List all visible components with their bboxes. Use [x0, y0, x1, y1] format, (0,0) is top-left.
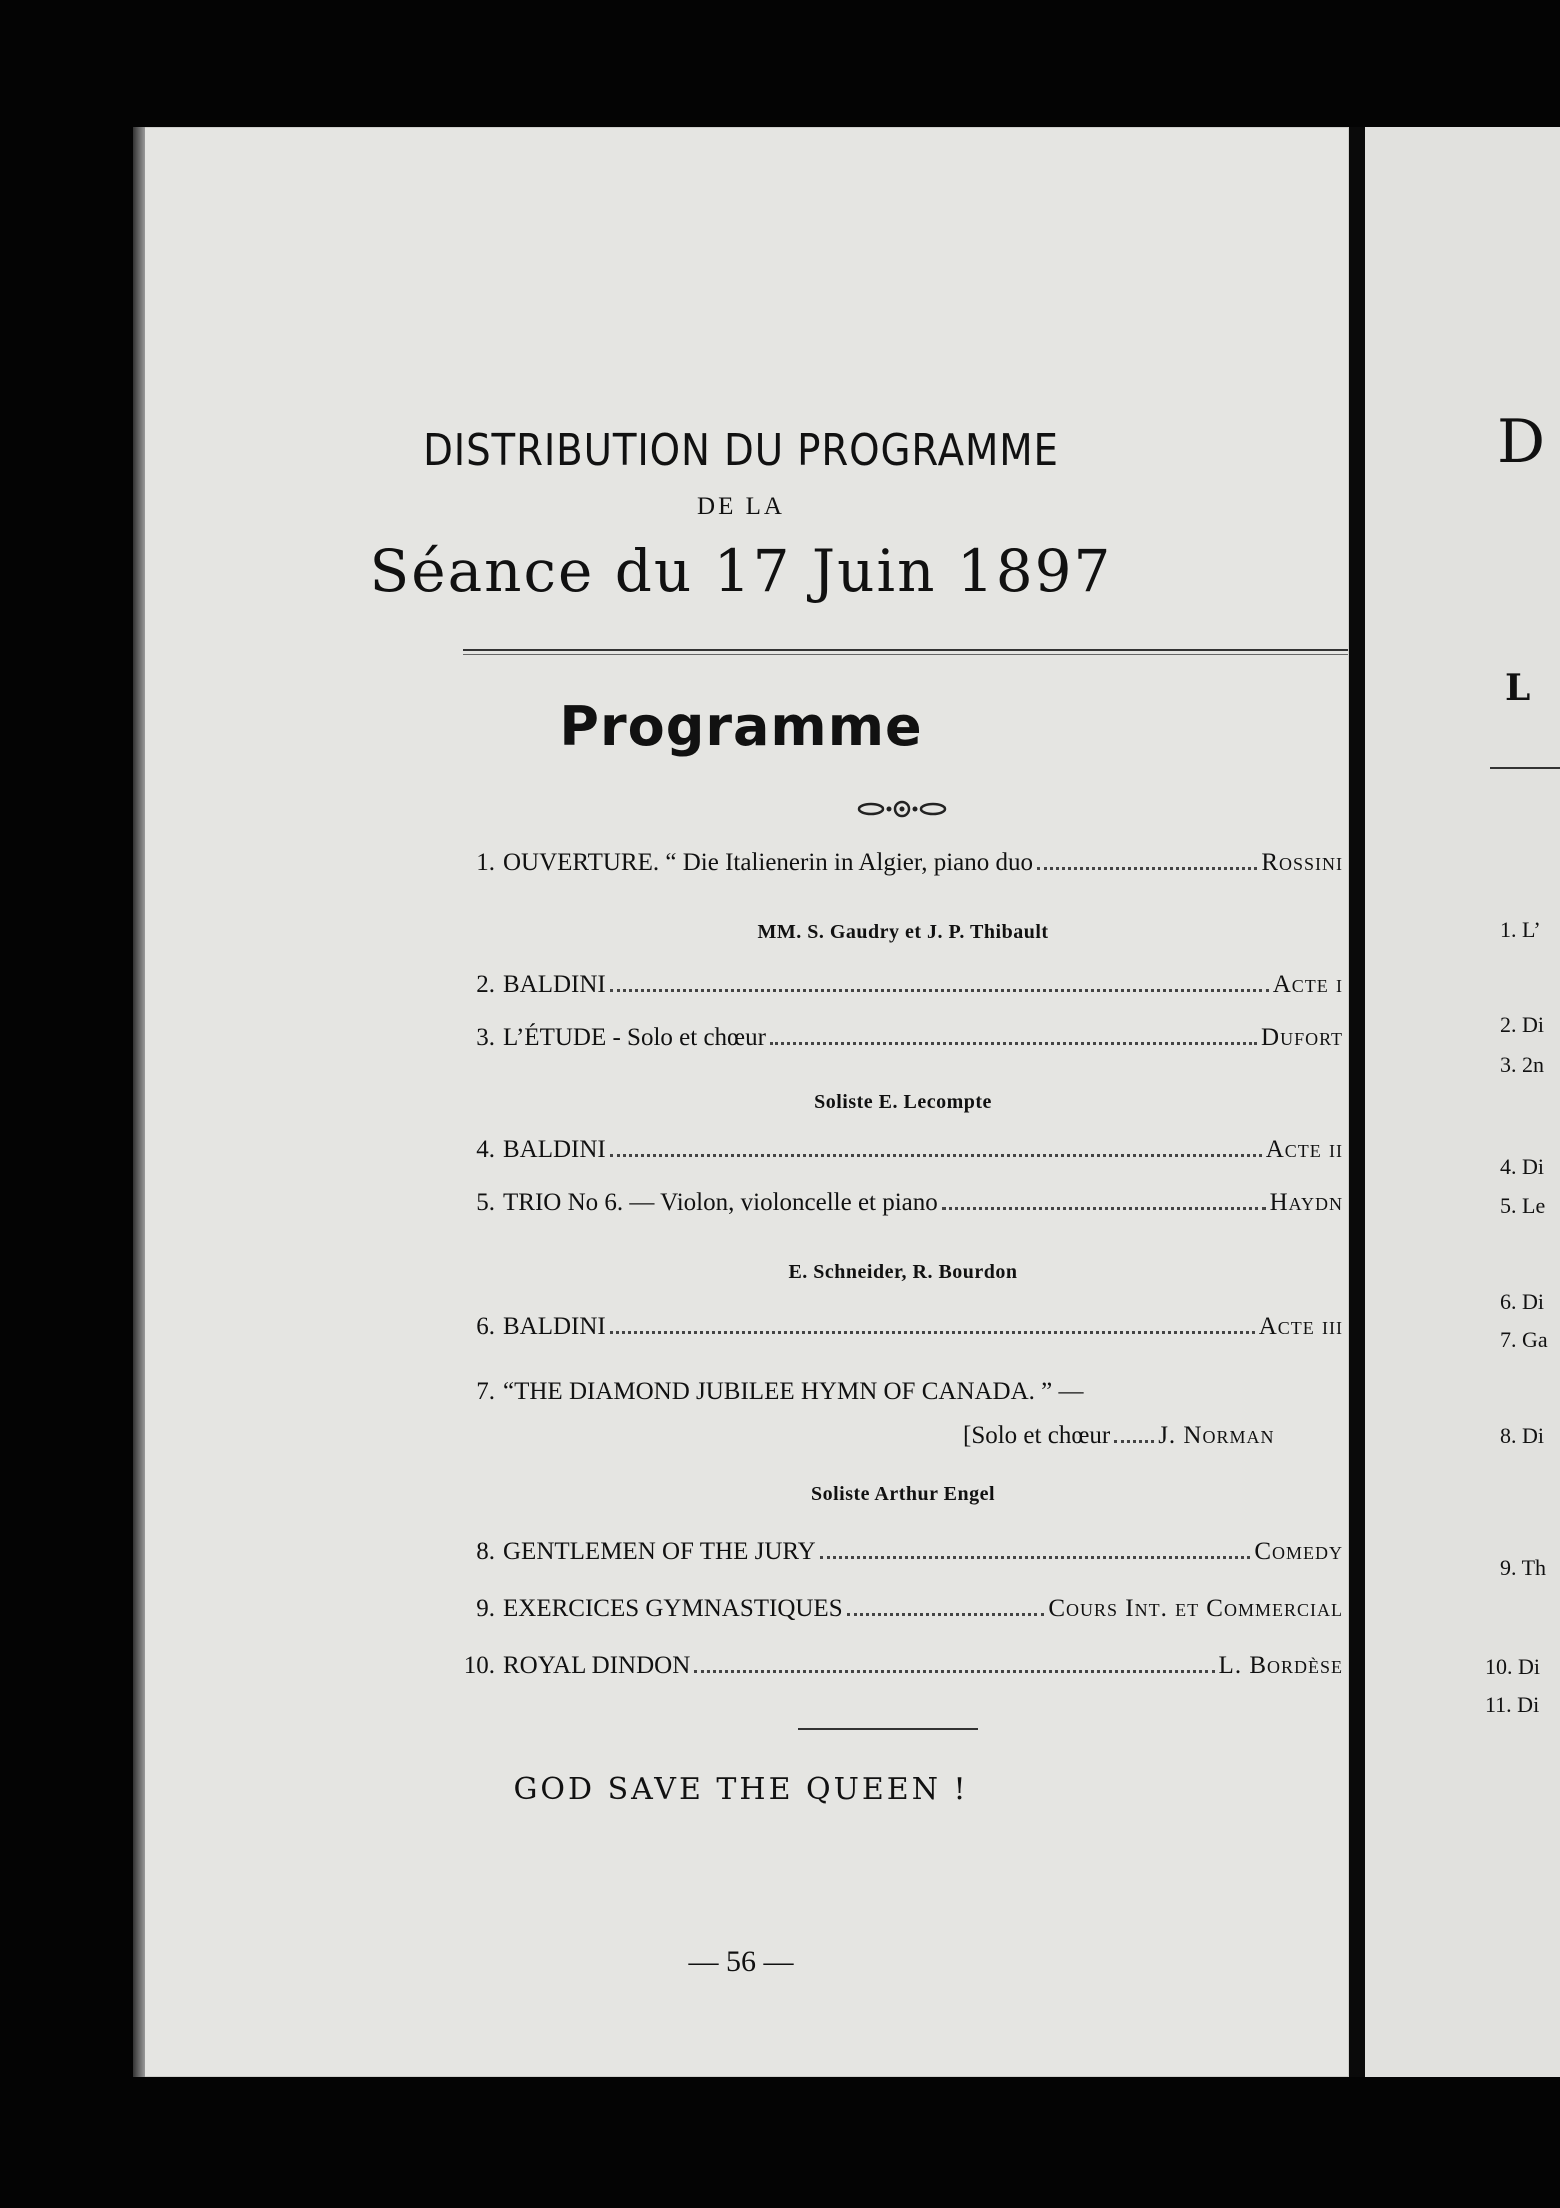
programme-item: [463, 1646, 1343, 1680]
item-title: ROYAL DINDON: [503, 1652, 691, 1679]
de-la-heading: DE LA: [697, 493, 785, 520]
item-number: 8.: [476, 1538, 495, 1565]
top-rule: [463, 649, 1348, 651]
leader-dots: [942, 1207, 1266, 1210]
item-composer: L. Bordèse: [1218, 1652, 1343, 1679]
programme-title: Programme: [559, 695, 923, 758]
item-composer: Rossini: [1261, 849, 1343, 876]
item-composer: Acte i: [1272, 971, 1343, 998]
seance-title: Séance du 17 Juin 1897: [369, 537, 1113, 605]
programme-item: [463, 1018, 1343, 1052]
item-title: EXERCICES GYMNASTIQUES: [503, 1595, 843, 1622]
programme-item: [463, 1532, 1343, 1566]
item-title: L’ÉTUDE - Solo et chœur: [503, 1024, 766, 1051]
programme-item: [463, 965, 1343, 999]
next-page-line: 5. Le: [1500, 1193, 1546, 1218]
programme-item: [463, 1183, 1343, 1217]
ornament-icon: [857, 798, 947, 820]
next-page-big-letter: D: [1497, 407, 1546, 477]
next-page-line: 1. L’: [1500, 917, 1541, 942]
next-page-line: 2. Di: [1500, 1012, 1544, 1037]
item-composer: Acte ii: [1265, 1136, 1343, 1163]
item-number: 4.: [476, 1136, 495, 1163]
item-number: 5.: [476, 1189, 495, 1216]
next-page-line: 3. 2n: [1500, 1052, 1544, 1077]
top-rule-thin: [463, 654, 1348, 655]
performer-line: Soliste Arthur Engel: [810, 1483, 996, 1505]
leader-dots: [694, 1670, 1214, 1673]
item-composer: Cours Int. et Commercial: [1048, 1595, 1343, 1622]
performer-line: Soliste E. Lecompte: [814, 1091, 992, 1113]
next-page-line: 9. Th: [1500, 1555, 1547, 1580]
leader-dots: [610, 989, 1269, 992]
item-composer: Acte iii: [1258, 1313, 1343, 1340]
item-composer: Comedy: [1254, 1538, 1343, 1565]
item-subline: [963, 1422, 1275, 1450]
next-page-mid-letter: L: [1505, 667, 1534, 709]
programme-item: [463, 843, 1343, 877]
leader-dots: [770, 1042, 1257, 1045]
next-page-line: 8. Di: [1500, 1423, 1544, 1448]
page-gutter: [1349, 127, 1365, 2077]
next-page-fragment: [1365, 127, 1560, 2077]
item-number: 1.: [476, 849, 495, 876]
programme-item: [463, 1130, 1343, 1164]
leader-dots: [610, 1331, 1255, 1334]
leader-dots: [820, 1556, 1251, 1559]
item-number: 3.: [476, 1024, 495, 1051]
item-composer: Haydn: [1269, 1189, 1343, 1216]
leader-dots: [1114, 1440, 1154, 1443]
anthem-line: GOD SAVE THE QUEEN !: [513, 1772, 969, 1807]
item-title: BALDINI: [503, 1136, 606, 1163]
item-title: GENTLEMEN OF THE JURY: [503, 1538, 816, 1565]
item-number: 9.: [476, 1595, 495, 1622]
leader-dots: [610, 1154, 1262, 1157]
next-page-line: 7. Ga: [1500, 1327, 1548, 1352]
programme-item: [463, 1589, 1343, 1623]
performer-line: MM. S. Gaudry et J. P. Thibault: [757, 921, 1049, 943]
item-number: 2.: [476, 971, 495, 998]
page-number: — 56 —: [688, 1945, 794, 1978]
item-composer: J. Norman: [1158, 1422, 1275, 1449]
item-title: TRIO No 6. — Violon, violoncelle et piano: [503, 1189, 938, 1216]
programme-page: [133, 127, 1349, 2077]
distribution-heading: DISTRIBUTION DU PROGRAMME: [423, 425, 1059, 476]
item-composer: Dufort: [1261, 1024, 1343, 1051]
next-page-rule: [1490, 767, 1560, 769]
item-subtext: [Solo et chœur: [963, 1422, 1111, 1449]
item-title: OUVERTURE. “ Die Italienerin in Algier, piano duo: [503, 849, 1034, 876]
leader-dots: [847, 1613, 1045, 1616]
leader-dots: [1037, 867, 1257, 870]
programme-item: [463, 1307, 1343, 1341]
item-number: 10.: [463, 1652, 495, 1679]
programme-item: [463, 1372, 1343, 1406]
next-page-line: 10. Di: [1485, 1654, 1540, 1679]
item-title: BALDINI: [503, 1313, 606, 1340]
performer-line: E. Schneider, R. Bourdon: [788, 1261, 1018, 1283]
item-number: 7.: [476, 1378, 495, 1405]
next-page-line: 4. Di: [1500, 1154, 1544, 1179]
item-title: BALDINI: [503, 971, 606, 998]
next-page-line: 11. Di: [1485, 1692, 1540, 1717]
item-number: 6.: [476, 1313, 495, 1340]
bottom-rule: [798, 1728, 978, 1730]
item-title: “THE DIAMOND JUBILEE HYMN OF CANADA. ” —: [503, 1378, 1084, 1405]
next-page-line: 6. Di: [1500, 1289, 1544, 1314]
